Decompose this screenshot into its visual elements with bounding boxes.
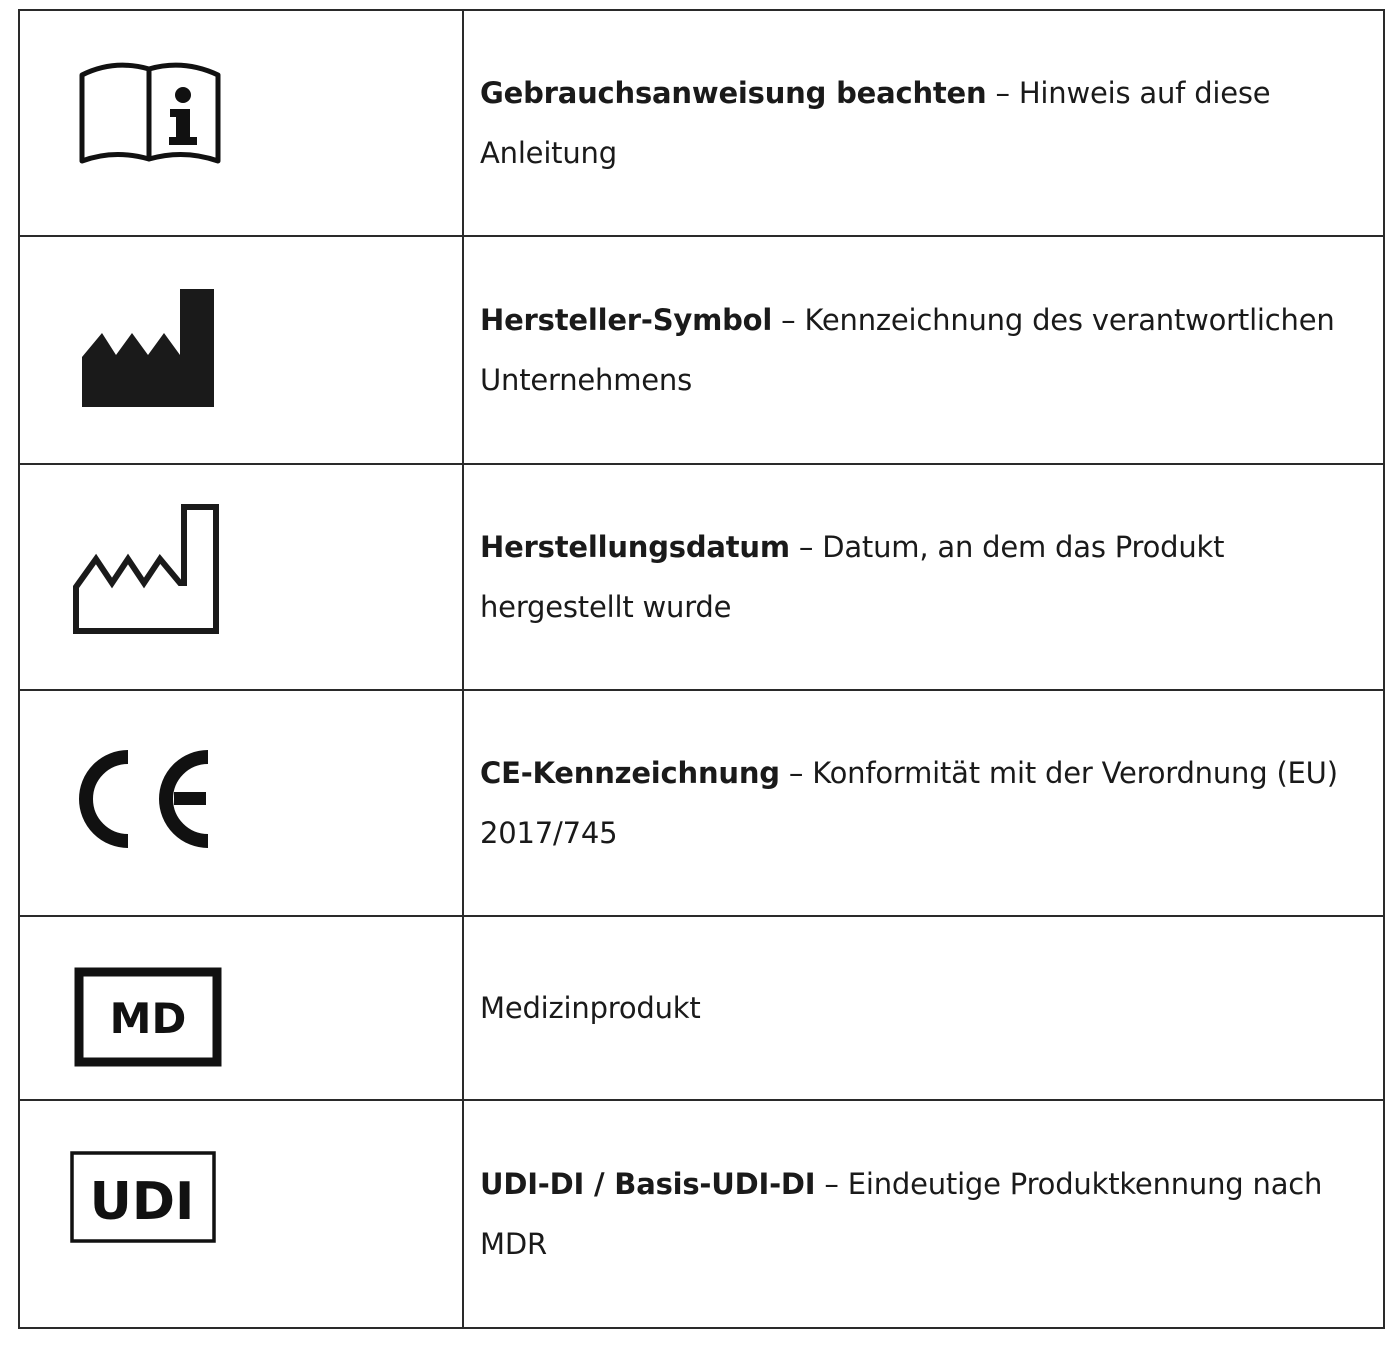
icon-cell (19, 464, 463, 690)
icon-cell (19, 1100, 463, 1328)
description-text (480, 517, 1367, 637)
description: Eindeutige Produktkennung nach MDR (480, 1167, 1323, 1261)
icon-cell (19, 916, 463, 1100)
description-text (480, 988, 1367, 1028)
description: Kennzeichnung des verantwortlichen Unternehmens (480, 303, 1335, 397)
instructions-for-use-book-icon (78, 57, 222, 165)
description-text (480, 1154, 1367, 1274)
term: Herstellungsdatum (480, 530, 790, 564)
udi-icon (70, 1151, 216, 1245)
md-medical-device-icon (74, 967, 222, 1067)
separator: – (986, 76, 1019, 110)
date-of-manufacture-factory-outline-icon (72, 503, 222, 637)
term: UDI-DI / Basis-UDI-DI (480, 1167, 816, 1201)
description-cell (463, 236, 1384, 464)
description: Konformität mit der Verordnung (EU) 2017/745 (480, 756, 1338, 850)
md-label: MD (109, 994, 187, 1043)
ce-mark-icon (78, 749, 212, 849)
table-row (19, 690, 1384, 916)
term: Hersteller-Symbol (480, 303, 773, 337)
separator: – (772, 303, 805, 337)
icon-cell (19, 10, 463, 236)
icon-cell (19, 690, 463, 916)
term: Gebrauchsanweisung beachten (480, 76, 987, 110)
description-text (480, 63, 1367, 183)
table-row (19, 1100, 1384, 1328)
description-text (480, 743, 1367, 863)
description: Hinweis auf diese Anleitung (480, 76, 1271, 170)
separator: – (815, 1167, 848, 1201)
table-row (19, 10, 1384, 236)
manufacturer-factory-filled-icon (80, 287, 216, 409)
description: Medizinprodukt (480, 991, 701, 1025)
symbol-table (18, 9, 1385, 1329)
icon-cell (19, 236, 463, 464)
description: Datum, an dem das Produkt hergestellt wurde (480, 530, 1225, 624)
separator: – (789, 530, 823, 564)
table-row (19, 464, 1384, 690)
description-cell (463, 10, 1384, 236)
table-row (19, 236, 1384, 464)
description-text (480, 290, 1367, 410)
description-cell (463, 464, 1384, 690)
description-cell (463, 1100, 1384, 1328)
description-cell (463, 690, 1384, 916)
table-row (19, 916, 1384, 1100)
udi-label: UDI (89, 1172, 195, 1232)
separator: – (779, 756, 813, 790)
term: CE-Kennzeichnung (480, 756, 780, 790)
description-cell (463, 916, 1384, 1100)
